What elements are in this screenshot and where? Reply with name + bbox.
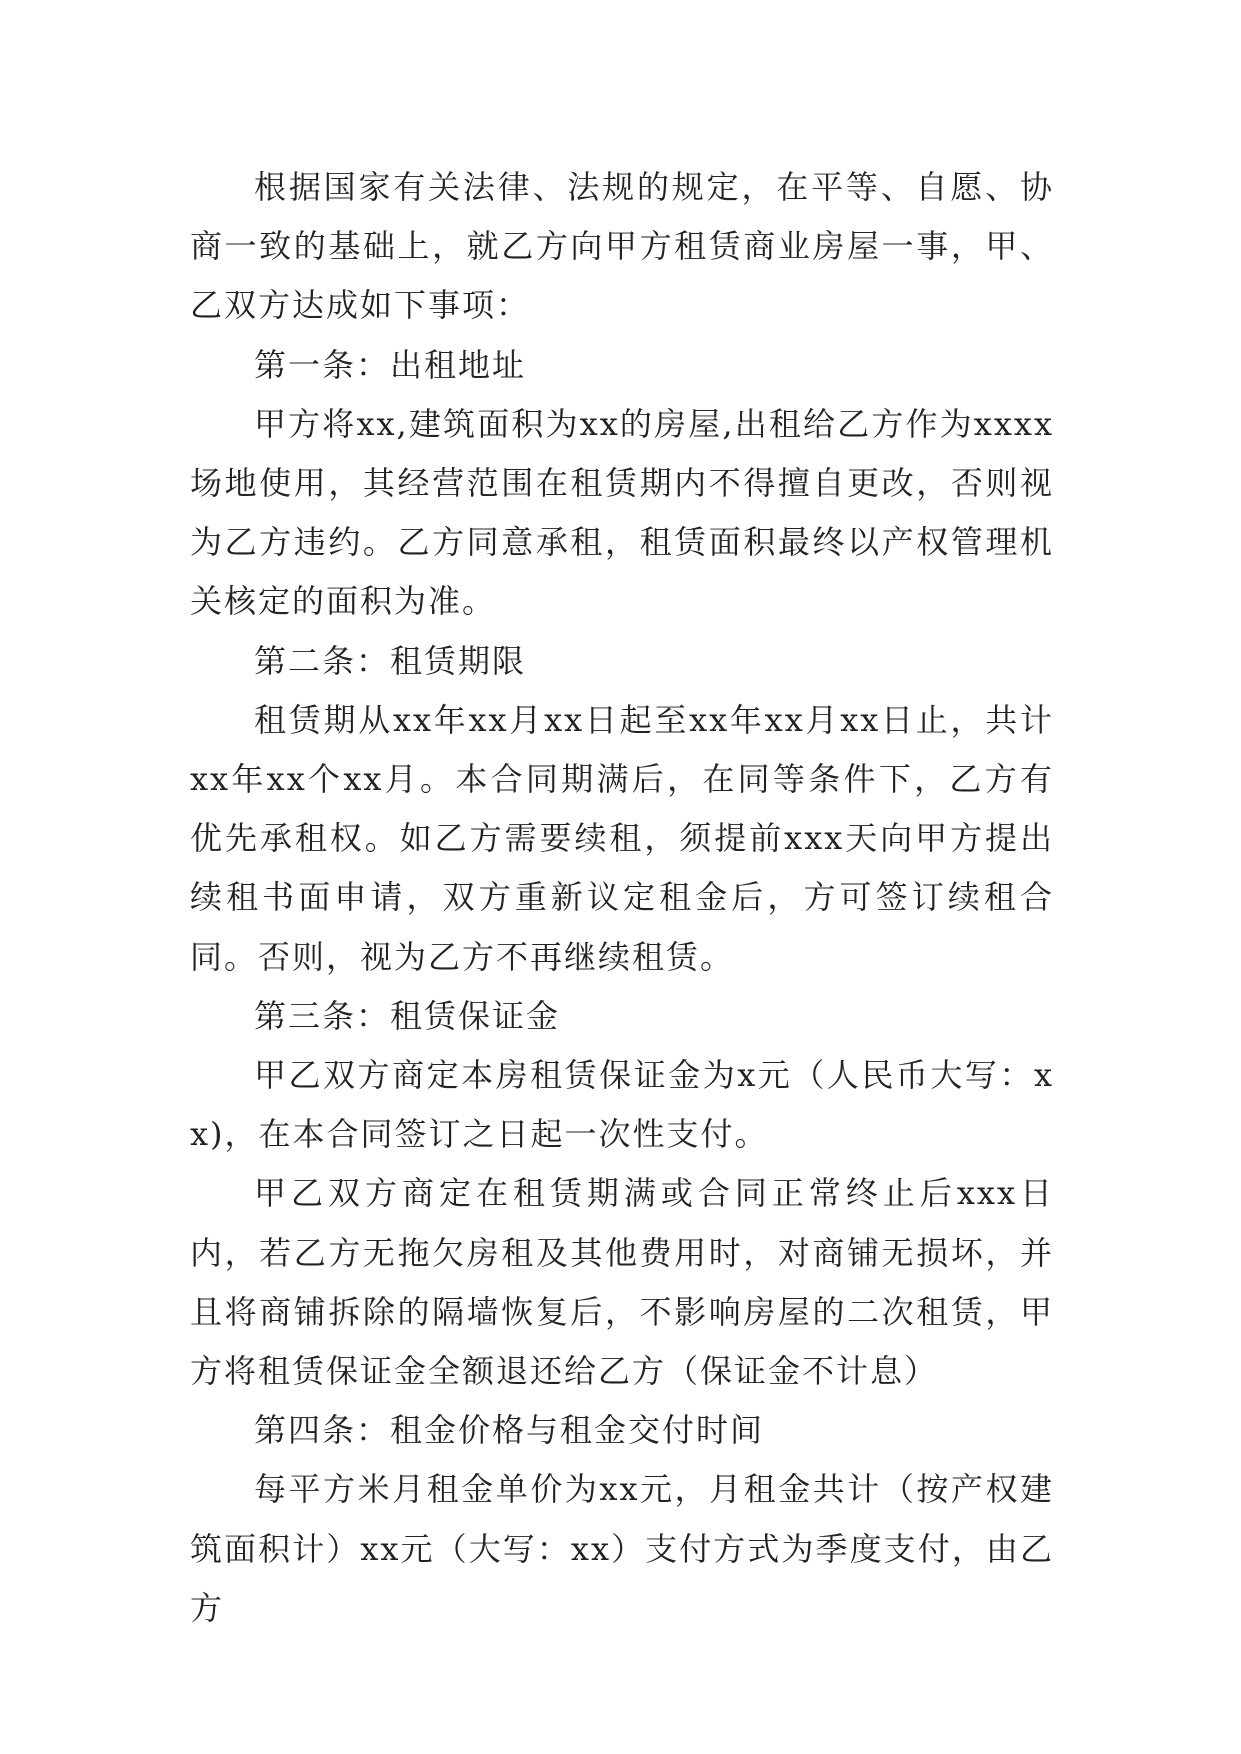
intro-paragraph: 根据国家有关法律、法规的规定，在平等、自愿、协商一致的基础上，就乙方向甲方租赁商业房屋一事，甲、乙双方达成如下事项： xyxy=(190,168,1054,325)
article-3-paragraph-1: 甲乙双方商定本房租赁保证金为x元（人民币大写：xx)，在本合同签订之日起一次性支付。 xyxy=(190,1056,1054,1154)
document-body xyxy=(190,158,1054,1638)
article-1-heading: 第一条：出租地址 xyxy=(254,345,527,384)
article-4-heading: 第四条：租金价格与租金交付时间 xyxy=(254,1411,765,1450)
article-4-paragraph: 每平方米月租金单价为xx元，月租金共计（按产权建筑面积计）xx元（大写：xx）支付方式为季度支付，由乙方 xyxy=(190,1470,1054,1627)
article-2-heading: 第二条：租赁期限 xyxy=(254,641,527,680)
article-3-heading: 第三条：租赁保证金 xyxy=(254,996,561,1035)
article-3-paragraph-2: 甲乙双方商定在租赁期满或合同正常终止后xxx日内，若乙方无拖欠房租及其他费用时，对商铺无损坏，并且将商铺拆除的隔墙恢复后，不影响房屋的二次租赁，甲方将租赁保证金全额退还给乙方（保证金不计息） xyxy=(190,1174,1054,1391)
article-1-paragraph: 甲方将xx,建筑面积为xx的房屋,出租给乙方作为xxxx场地使用，其经营范围在租赁期内不得擅自更改，否则视为乙方违约。乙方同意承租，租赁面积最终以产权管理机关核定的面积为准。 xyxy=(190,404,1054,621)
article-2-paragraph: 租赁期从xx年xx月xx日起至xx年xx月xx日止，共计xx年xx个xx月。本合同期满后，在同等条件下，乙方有优先承租权。如乙方需要续租，须提前xxx天向甲方提出续租书面申请，双方重新议定租金后，方可签订续租合同。否则，视为乙方不再继续租赁。 xyxy=(190,700,1054,976)
